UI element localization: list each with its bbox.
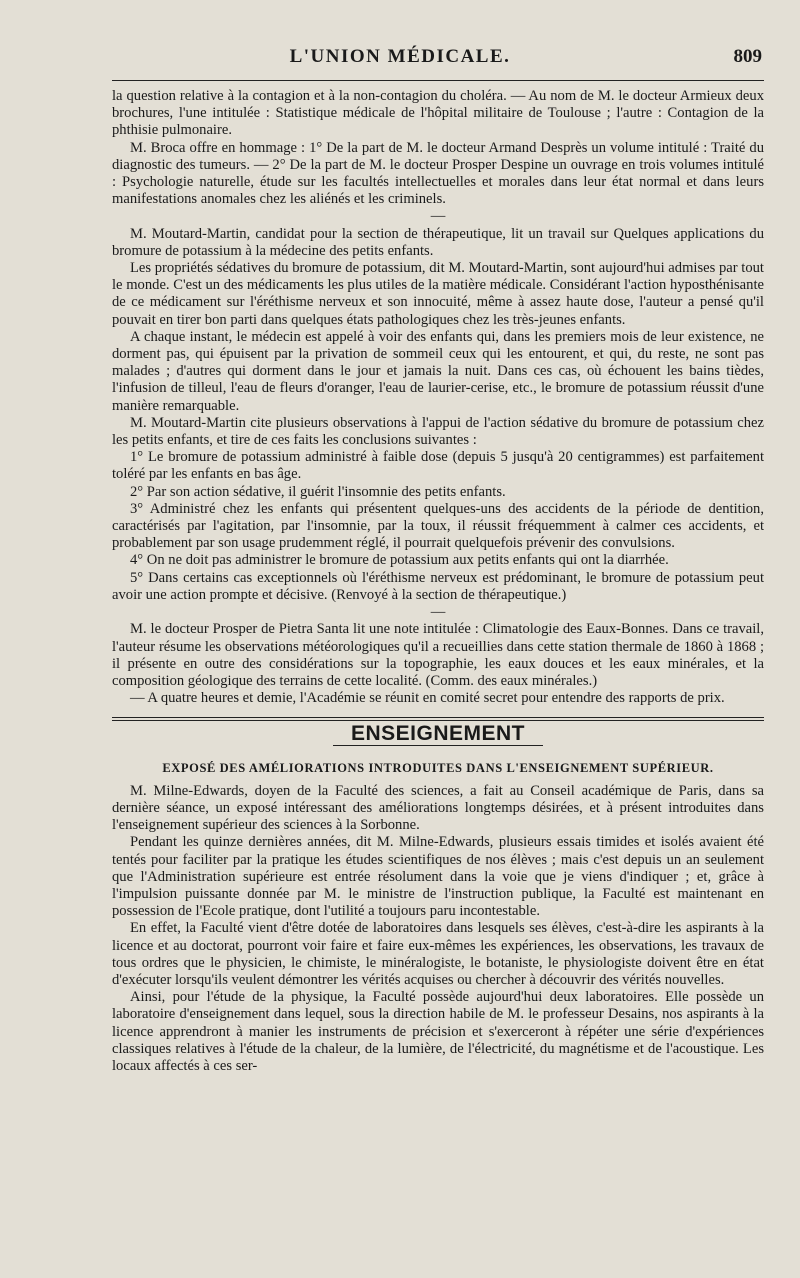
section-rule	[112, 717, 764, 718]
separator: —	[430, 604, 446, 621]
list-item: 3° Administré chez les enfants qui présentent quelques-uns des accidents de la période de dentition, caractérisés par l'agitation, par l'insomnie, par la toux, il réussit fréquemment à calmer ces accidents, et probablement par son usage prudemment réglé, il pourrait quelquefois prévenir des convulsions.	[112, 500, 764, 552]
paragraph: M. Moutard-Martin, candidat pour la section de thérapeutique, lit un travail sur Quelques applications du bromure de potassium à la médecine des petits enfants.	[112, 225, 764, 259]
body-text	[112, 88, 764, 1075]
list-item: 1° Le bromure de potassium administré à faible dose (depuis 5 jusqu'à 20 centigrammes) est parfaitement toléré par les enfants en bas âge.	[112, 449, 764, 483]
paragraph: Ainsi, pour l'étude de la physique, la Faculté possède aujourd'hui deux laboratoires. Elle possède un laboratoire d'enseignement dans lequel, sous la direction habile de M. le professeur Desains, nos aspirants à la licence apprendront à manier les instruments de précision et s'exerceront à répéter une série d'expériences classiques relatives à l'étude de la chaleur, de la lumière, de l'électricité, du magnétisme et de l'acoustique. Les locaux affectés à ces ser-	[112, 989, 764, 1074]
separator: —	[430, 208, 446, 225]
paragraph: la question relative à la contagion et à la non-contagion du choléra. — Au nom de M. le docteur Armieux deux brochures, l'une intitulée : Statistique médicale de l'hôpital militaire de Toulouse ; l'autre : Contagion de la phthisie pulmonaire.	[112, 88, 764, 139]
section-rule	[112, 720, 764, 721]
page-number: 809	[733, 46, 762, 67]
paragraph: M. Milne-Edwards, doyen de la Faculté des sciences, a fait au Conseil académique de Paris, dans sa dernière séance, un exposé intéressant des améliorations longtemps désirées, et à présent introduites dans l'enseignement supérieur des sciences à la Sorbonne.	[112, 782, 764, 834]
paragraph: M. Broca offre en hommage : 1° De la part de M. le docteur Armand Desprès un volume intitulé : Traité du diagnostic des tumeurs. — 2° De la part de M. le docteur Prosper Despine un ouvrage en trois volumes intitulé : Psychologie naturelle, étude sur les facultés intellectuelles et morales dans leur état normal et dans leurs manifestations anomales chez les aliénés et les criminels.	[112, 139, 764, 208]
paragraph: Pendant les quinze dernières années, dit M. Milne-Edwards, plusieurs essais timides et isolés avaient été tentés pour faciliter par la pratique les études scientifiques de nos élèves ; mais c'est depuis un an seulement que l'Administration supérieure est entrée résolument dans la voie que je viens d'indiquer ; et, grâce à l'impulsion puissante donnée par M. le ministre de l'instruction publique, la Faculté est maintenant en possession de l'Ecole pratique, dont l'utilité a toujours paru incontestable.	[112, 834, 764, 920]
section-subheading: EXPOSÉ DES AMÉLIORATIONS INTRODUITES DANS L'ENSEIGNEMENT SUPÉRIEUR.	[162, 760, 714, 775]
paragraph: — A quatre heures et demie, l'Académie se réunit en comité secret pour entendre des rapports de prix.	[130, 690, 725, 707]
header-rule	[112, 80, 764, 81]
list-item: 4° On ne doit pas administrer le bromure de potassium aux petits enfants qui ont la diarrhée.	[130, 552, 669, 569]
section-title: ENSEIGNEMENT	[350, 722, 526, 746]
paragraph: En effet, la Faculté vient d'être dotée de laboratoires dans lesquels ses élèves, c'est-à-dire les aspirants à la licence et au doctorat, pourront voir faire et faire eux-mêmes les expériences, les observations, les travaux de tous ordres que le physicien, le chimiste, le minéralogiste, le botaniste, le physiologiste doivent être en état d'exécuter lorsqu'ils veulent démontrer les vérités acquises ou chercher à découvrir des vérités nouvelles.	[112, 920, 764, 988]
list-item: 5° Dans certains cas exceptionnels où l'éréthisme nerveux est prédominant, le bromure de potassium peut avoir une action prompte et décisive. (Renvoyé à la section de thérapeutique.)	[112, 569, 764, 603]
page-header	[0, 46, 800, 76]
running-title: L'UNION MÉDICALE.	[289, 46, 511, 67]
paragraph: Les propriétés sédatives du bromure de potassium, dit M. Moutard-Martin, sont aujourd'hui admises par tout le monde. C'est un des médicaments les plus utiles de la matière médicale. Considérant l'action hyposthénisante de ce médicament sur l'éréthisme nerveux et son innocuité, même à assez haute dose, l'auteur a pensé qu'il pouvait en tirer bon parti dans quelques états pathologiques chez les très-jeunes enfants.	[112, 260, 764, 328]
paragraph: M. Moutard-Martin cite plusieurs observations à l'appui de l'action sédative du bromure de potassium chez les petits enfants, et tire de ces faits les conclusions suivantes :	[112, 414, 764, 449]
paragraph: A chaque instant, le médecin est appelé à voir des enfants qui, dans les premiers mois de leur existence, ne dorment pas, qui épuisent par la privation de sommeil ceux qui les entourent, et qui, du reste, ne sont pas malades ; d'autres qui dorment dans le jour et jamais la nuit. Dans ces cas, où échouent les bains tièdes, l'infusion de tilleul, l'eau de fleurs d'oranger, l'eau de laurier-cerise, etc., le bromure de potassium réussit d'une manière remarquable.	[112, 328, 764, 414]
list-item: 2° Par son action sédative, il guérit l'insomnie des petits enfants.	[130, 483, 506, 500]
paragraph: M. le docteur Prosper de Pietra Santa lit une note intitulée : Climatologie des Eaux-Bonnes. Dans ce travail, l'auteur résume les observations météorologiques qu'il a recueillies dans cette station thermale de 1860 à 1868 ; il présente en outre des considérations sur la topographie, les eaux douces et les eaux minérales, et la composition géologique des terrains de cette localité. (Comm. des eaux minérales.)	[112, 621, 764, 689]
